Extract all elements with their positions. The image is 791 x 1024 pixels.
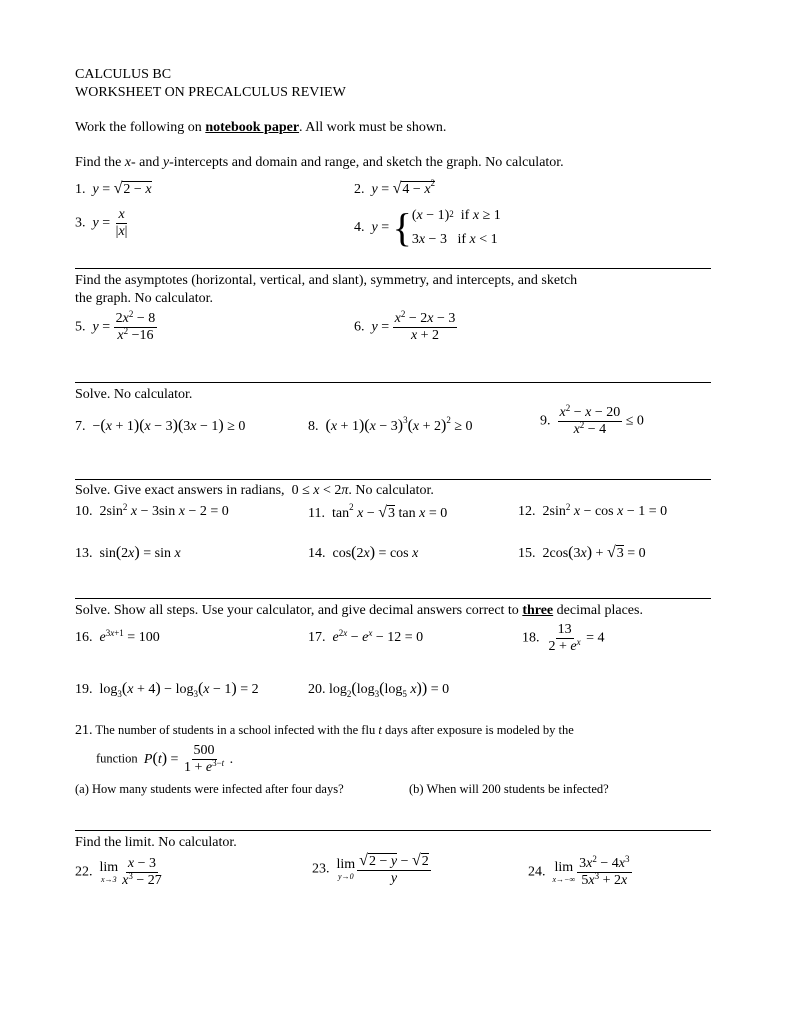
problem-21-function: function P(t) = $\frac{500}{1 + e^{3-t}}$ .	[96, 743, 234, 775]
instructions	[75, 121, 446, 135]
section2-heading-line2: the graph. No calculator.	[75, 291, 214, 306]
problem-number: 16.	[75, 630, 93, 645]
problem-22: 22. lim x→3 $\frac{x - 3}{x^3 - 27}$	[75, 856, 162, 888]
section4-post: . No calculator.	[348, 483, 434, 498]
problem-number: 13.	[75, 546, 93, 561]
problem-number: 12.	[518, 504, 536, 519]
problem-1: 1. y = √2 − x	[75, 180, 152, 197]
problem-number: 24.	[528, 864, 546, 880]
problem-number: 7.	[75, 419, 86, 434]
problem-number: 9.	[540, 413, 551, 429]
problem-17: 17. $e^{2x} - e^x - 12 = 0$	[308, 628, 424, 645]
problem-number: 2.	[354, 182, 365, 197]
divider	[75, 479, 711, 480]
section5-pre: Solve. Show all steps. Use your calculator, and give decimal answers correct to	[75, 603, 523, 618]
section5-heading	[75, 604, 643, 618]
problem-21-text	[75, 724, 574, 738]
problem-6: 6. y = $\frac{x^2 - 2x - 3}{x + 2}$	[354, 309, 456, 343]
section1-post: -intercepts and domain and range, and sketch the graph. No calculator.	[169, 155, 564, 170]
problem-16: 16. $e^{3x+1} = 100$	[75, 628, 160, 645]
section1-mid: - and	[131, 155, 163, 170]
instructions-post: . All work must be shown.	[299, 120, 447, 135]
section4-pre: Solve. Give exact answers in radians,	[75, 483, 285, 498]
problem-20: 20. $\log_2(\log_3(\log_5$ x)) = 0	[308, 680, 450, 699]
section1-pre: Find the	[75, 155, 125, 170]
section6-heading: Find the limit. No calculator.	[75, 835, 237, 850]
section5-emph: three	[522, 603, 554, 618]
problem-15: 15. 2cos(3x) + √3 = 0	[518, 544, 646, 561]
divider	[75, 382, 711, 383]
problem-number: 1.	[75, 182, 86, 197]
course-title: CALCULUS BC	[75, 67, 172, 82]
problem-number: 22.	[75, 864, 93, 880]
problem-12: 12. $2\sin^2$ x − cos x − 1 = 0	[518, 502, 668, 519]
section5-post: decimal places.	[553, 603, 643, 618]
piece-if: if	[460, 208, 470, 223]
divider	[75, 830, 711, 831]
problem-number: 17.	[308, 630, 326, 645]
problem-21-pre: The number of students in a school infected with the flu	[92, 723, 379, 737]
problem-number: 3.	[75, 215, 86, 231]
instructions-emph: notebook paper	[205, 120, 300, 135]
problem-number: 23.	[312, 861, 330, 877]
problem-number: 15.	[518, 546, 536, 561]
problem-number: 4.	[354, 220, 365, 235]
problem-4: 4. $y = \{(x - 1)^2$ if x ≥ 1 3x − 3 if x < 1	[354, 205, 501, 250]
problem-21-post: days after exposure is modeled by the	[384, 723, 574, 737]
problem-19: 19. $\log_3(x + 4) - \log_3(x - 1) = 2$	[75, 680, 259, 699]
instructions-pre: Work the following on	[75, 120, 206, 135]
problem-number: 5.	[75, 319, 86, 335]
section4-heading: Solve. Give exact answers in radians, 0 ≤ x < 2π. No calculator.	[75, 483, 434, 498]
worksheet-title: WORKSHEET ON PRECALCULUS REVIEW	[75, 85, 346, 100]
problem-21a: (a) How many students were infected after four days?	[75, 782, 344, 796]
section3-heading: Solve. No calculator.	[75, 387, 193, 402]
section2-heading-line1: Find the asymptotes (horizontal, vertical, and slant), symmetry, and intercepts, and sketch	[75, 273, 578, 288]
lim-label: lim	[336, 857, 356, 872]
problem-13: 13. sin(2x) = sin x	[75, 544, 181, 561]
divider	[75, 268, 711, 269]
problem-number: 18.	[522, 630, 540, 646]
section1-x: x	[124, 155, 131, 170]
problem-23: 23. lim y→0 $\frac{√2 - y - √2}{y}$	[312, 852, 429, 886]
problem-21b: (b) When will 200 students be infected?	[409, 782, 609, 796]
problem-number: 6.	[354, 319, 365, 335]
problem-24: 24. lim x→−∞ $\frac{3x^2 - 4x^3}{5x^3 + 2x}$	[528, 854, 630, 888]
divider	[75, 598, 711, 599]
problem-21-t: t	[378, 723, 382, 737]
problem-9: 9. $\frac{x^2 - x - 20}{x^2 - 4}$ ≤ 0	[540, 403, 644, 437]
problem-2: 2. $y = √4 - x^2$	[354, 178, 436, 197]
problem-14: 14. cos(2x) = cos x	[308, 544, 419, 561]
problem-7: 7. −(x + 1)(x − 3)(3x − 1) ≥ 0	[75, 417, 246, 434]
problem-number: 8.	[308, 419, 319, 434]
lim-label: lim	[99, 860, 119, 875]
problem-3: 3. y = $\frac{x}{|x|}$	[75, 207, 128, 239]
problem-number: 10.	[75, 504, 93, 519]
problem-10: 10. $2\sin^2$ x − 3sin x − 2 = 0	[75, 502, 229, 519]
lim-label: lim	[554, 860, 574, 875]
problem-number: 19.	[75, 682, 93, 697]
problem-21-func-label: function	[96, 751, 138, 766]
problem-18: 18. $\frac{13}{2 + e^x}$ = 4	[522, 622, 605, 654]
problem-5: 5. y = $\frac{2x^2 - 8}{x^2 -16}$	[75, 309, 156, 343]
problem-number: 11.	[308, 506, 325, 521]
problem-number: 14.	[308, 546, 326, 561]
problem-number: 21.	[75, 723, 93, 738]
problem-number: 20.	[308, 682, 326, 697]
problem-11: 11. $\tan^2 x - √3$ tan x = 0	[308, 502, 448, 521]
section1-y: y	[162, 155, 170, 170]
problem-8: 8. $(x + 1)(x - 3)^3(x + 2)^2 \ge 0$	[308, 415, 473, 434]
piece-if: if	[457, 232, 467, 247]
section1-heading	[75, 156, 564, 170]
